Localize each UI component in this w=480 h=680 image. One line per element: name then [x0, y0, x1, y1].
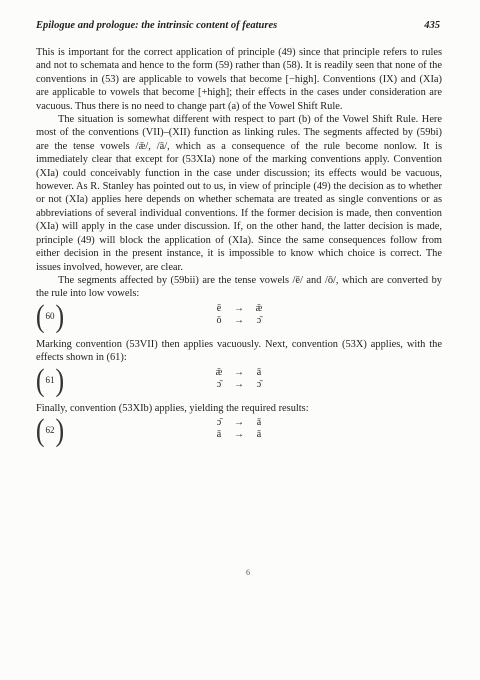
running-title: Epilogue and prologue: the intrinsic content of features [36, 20, 278, 31]
example-number: 62 [45, 425, 55, 436]
example-60: ( 60 ) ē → ǣ ō → ɔ̄ [35, 298, 263, 334]
rule-line: ɔ̄ → ɔ̄ [216, 378, 262, 390]
paragraph-1: This is important for the correct application of principle (49) since that principle refers to rules and not to schemata and hence to the form (59) rather than (58). It is readily seen that none of the conventions in (53) are applicable to vowels that become [−high]. Conventions (IX) and (XIa) are applicable to vowels that become [+high]; their effects in the cases under consideration are vacuous. Thus there is no need to change part (a) of the Vowel Shift Rule. [36, 47, 442, 112]
example-number: 60 [45, 311, 55, 322]
paragraph-2: The situation is somewhat different with respect to part (b) of the Vowel Shift Rule. Here most of the conventions (VII)–(XII) function as linking rules. The segments affected by (59bi) are the tense vowels /ǣ/, /ā/, which as a consequence of the rule become nonlow. It is immediately clear that except for (53XIa) none of the marking conventions apply. Convention (XIa) could conceivably function in the case under discussion; its effects would be vacuous, however. As R. Stanley has pointed out to us, in view of principle (49) the decision as to whether or not (XIa) applies here depends on whether schemata are treated as single conventions or as abbreviations of several individual conventions. If the former decision is made, then convention (XIa) will apply in the case under discussion. If, on the other hand, the latter decision is made, principle (49) will block the application of (XIa). Since the same consequences follow from either decision in the present instance, it is impossible to know which choice is correct. The issues involved, however, are clear. [36, 114, 442, 273]
page-number: 435 [424, 20, 440, 31]
example-number: 61 [45, 374, 55, 385]
footer-mark: 6 [246, 568, 250, 577]
main-text [36, 46, 442, 452]
rule-line: ā → ā [216, 428, 262, 440]
example-62: ( 62 ) ɔ̄ → ā ā → ā [36, 417, 442, 451]
rule-line: ɔ̄ → ā [216, 416, 262, 428]
paragraph-5: Finally, convention (53XIb) applies, yielding the required results: [36, 402, 309, 414]
rule-line: ǣ → ā [215, 366, 262, 378]
running-header [36, 20, 440, 31]
paragraph-4: Marking convention (53VII) then applies vacuously. Next, convention (53X) applies, with the effects shown in (61): [36, 338, 442, 364]
rule-line: ō → ɔ̄ [216, 314, 262, 326]
paragraph-3: The segments affected by (59bii) are the tense vowels /ē/ and /ō/, which are converted by the rule into low vowels: [36, 274, 442, 300]
example-61: ( 61 ) ǣ → ā ɔ̄ → ɔ̄ [36, 367, 442, 401]
rule-line: ē → ǣ [216, 302, 263, 314]
